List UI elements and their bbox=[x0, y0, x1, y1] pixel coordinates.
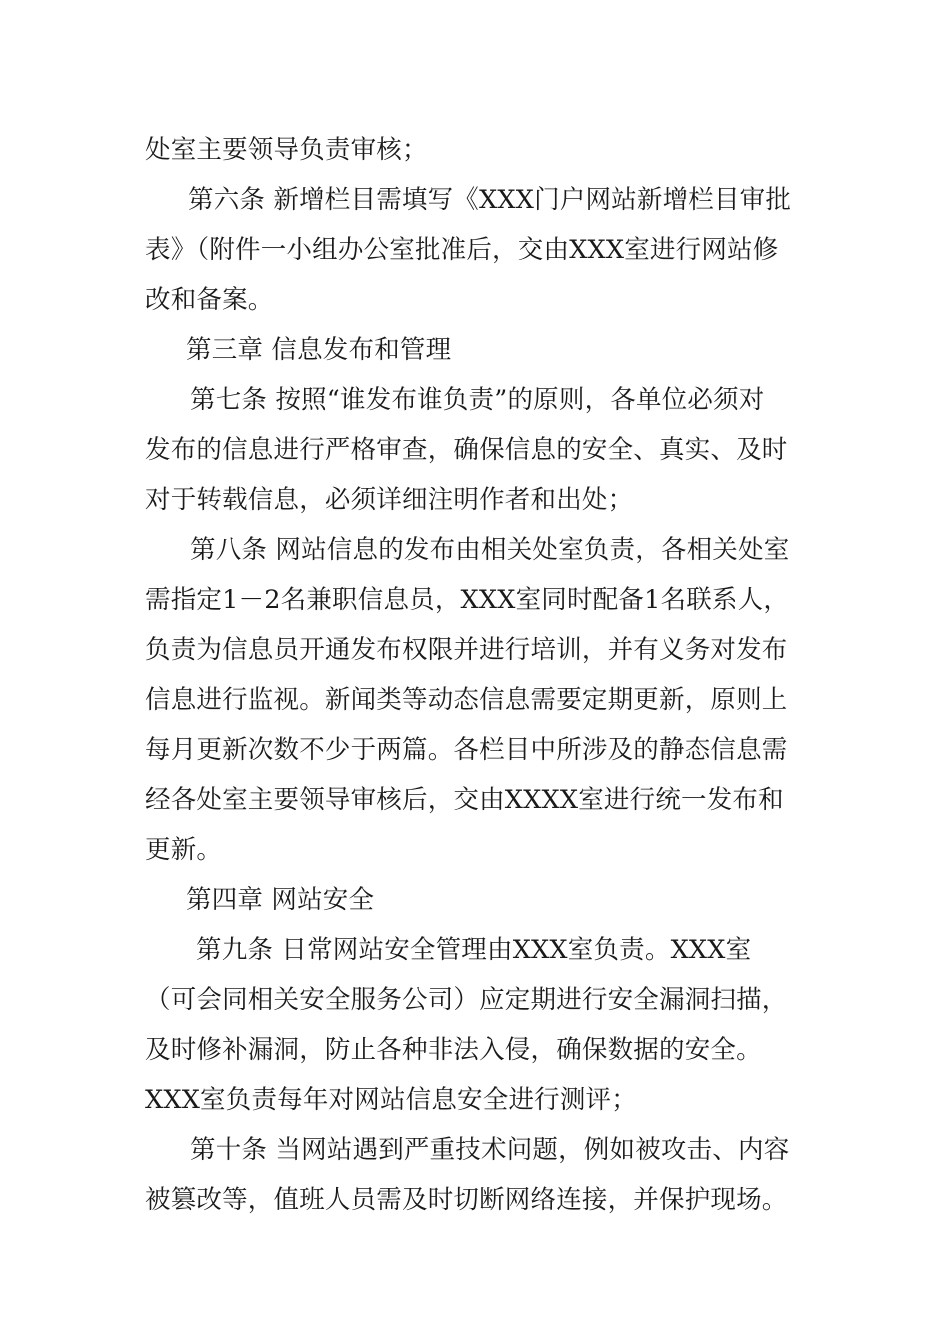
article-10-heading-line: 第十条 当网站遇到严重技术问题，例如被攻击、内容 bbox=[190, 1135, 790, 1165]
article-6-heading-line: 第六条 新增栏目需填写《XXX门户网站新增栏目审批 bbox=[188, 185, 792, 215]
text-line: 信息进行监视。新闻类等动态信息需要定期更新，原则上 bbox=[145, 685, 788, 715]
text-line: 对于转载信息，必须详细注明作者和出处； bbox=[145, 485, 634, 515]
article-9-heading-line: 第九条 日常网站安全管理由XXX室负责。XXX室 bbox=[196, 935, 752, 965]
text-line: 每月更新次数不少于两篇。各栏目中所涉及的静态信息需 bbox=[145, 735, 788, 765]
text-line: 表》（附件一小组办公室批准后，交由XXX室进行网站修 bbox=[145, 235, 779, 265]
text-line: XXX室负责每年对网站信息安全进行测评； bbox=[145, 1085, 637, 1115]
text-line: 被篡改等，值班人员需及时切断网络连接，并保护现场。 bbox=[145, 1185, 788, 1215]
article-7-heading-line: 第七条 按照“谁发布谁负责”的原则，各单位必须对 bbox=[190, 385, 765, 415]
text-line: 改和备案。 bbox=[145, 285, 274, 315]
chapter-4-heading: 第四章 网站安全 bbox=[186, 885, 375, 915]
text-line: 负责为信息员开通发布权限并进行培训，并有义务对发布 bbox=[145, 635, 788, 665]
chapter-3-heading: 第三章 信息发布和管理 bbox=[186, 335, 452, 365]
text-line: 处室主要领导负责审核； bbox=[145, 135, 428, 165]
text-line: 及时修补漏洞，防止各种非法入侵，确保数据的安全。 bbox=[145, 1035, 762, 1065]
text-line: 发布的信息进行严格审查，确保信息的安全、真实、及时 bbox=[145, 435, 788, 465]
text-line: 更新。 bbox=[145, 835, 223, 865]
article-8-heading-line: 第八条 网站信息的发布由相关处室负责，各相关处室 bbox=[190, 535, 790, 565]
text-line: （可会同相关安全服务公司）应定期进行安全漏洞扫描， bbox=[145, 985, 788, 1015]
text-line: 经各处室主要领导审核后，交由XXXX室进行统一发布和 bbox=[145, 785, 784, 815]
text-line: 需指定1－2名兼职信息员，XXX室同时配备1名联系人， bbox=[145, 585, 790, 615]
